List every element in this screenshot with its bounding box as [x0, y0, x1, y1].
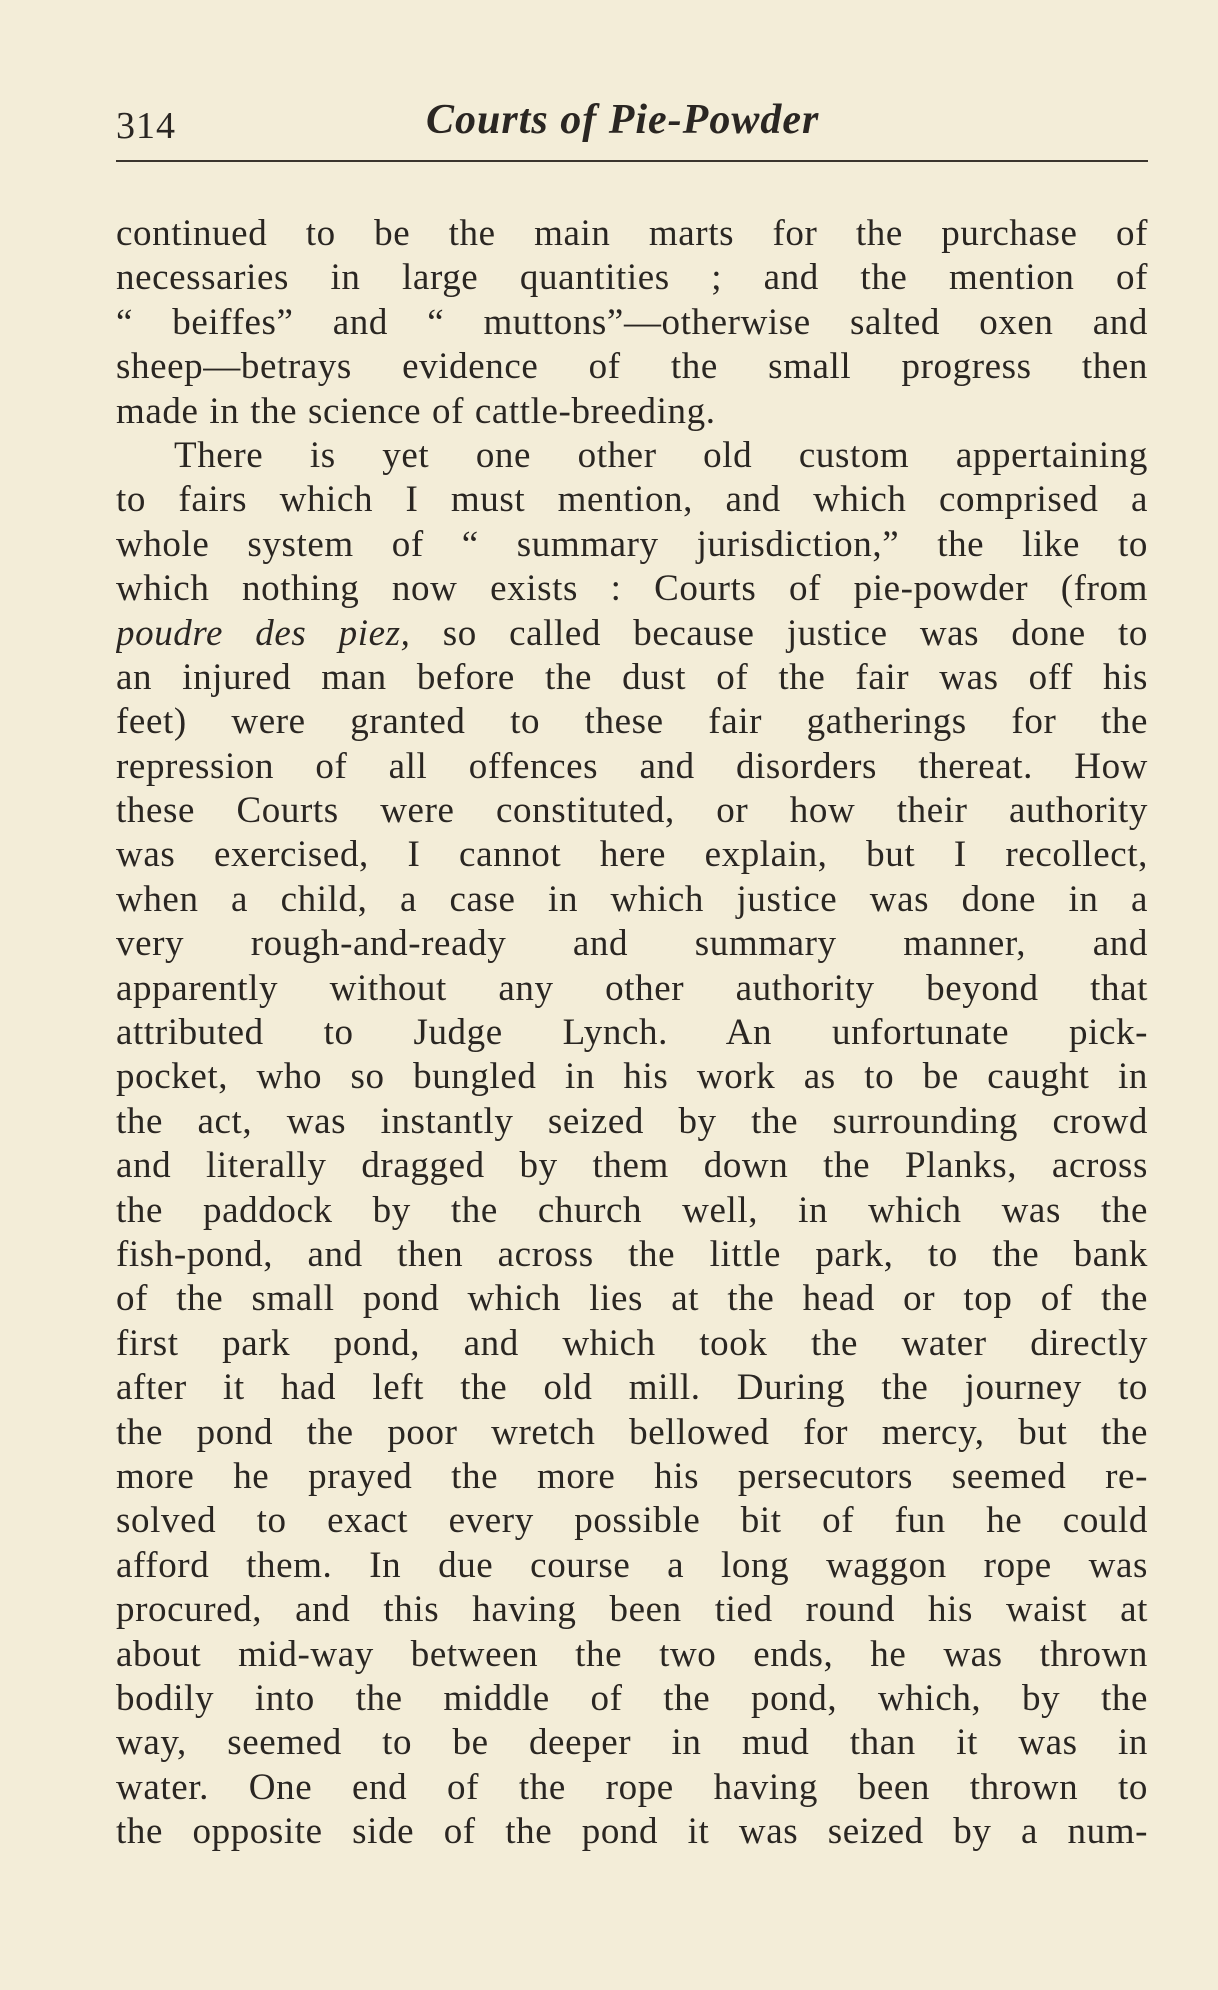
- text-line: the opposite side of the pond it was seized by a num-: [116, 1811, 1148, 1853]
- text-line: attributed to Judge Lynch. An unfortunate pick-: [116, 1012, 1148, 1054]
- text-line: was exercised, I cannot here explain, but I recollect,: [116, 834, 1148, 876]
- text-line: water. One end of the rope having been thrown to: [116, 1766, 1148, 1808]
- text-line: procured, and this having been tied round his waist at: [116, 1589, 1148, 1631]
- text-line: solved to exact every possible bit of fun he could: [116, 1500, 1148, 1542]
- text-line: very rough-and-ready and summary manner, and: [116, 923, 1148, 965]
- text-line: “ beiffes” and “ muttons”—otherwise salted oxen and: [116, 301, 1148, 343]
- text-line: the paddock by the church well, in which was the: [116, 1189, 1148, 1231]
- text-line: pocket, who so bungled in his work as to be caught in: [116, 1056, 1148, 1098]
- body-text: [116, 212, 1148, 1854]
- header-rule: [116, 160, 1148, 162]
- page-number: 314: [116, 105, 176, 147]
- text-line: more he prayed the more his persecutors seemed re-: [116, 1455, 1148, 1497]
- text-line: after it had left the old mill. During the journey to: [116, 1367, 1148, 1409]
- text-line: first park pond, and which took the water directly: [116, 1322, 1148, 1364]
- text-line: bodily into the middle of the pond, which, by the: [116, 1677, 1148, 1719]
- text-line: which nothing now exists : Courts of pie-powder (from: [116, 568, 1148, 610]
- text-line: an injured man before the dust of the fair was off his: [116, 656, 1148, 698]
- text-line: the act, was instantly seized by the surrounding crowd: [116, 1100, 1148, 1142]
- text-line: to fairs which I must mention, and which comprised a: [116, 479, 1148, 521]
- running-head: [116, 92, 1146, 162]
- text-line: continued to be the main marts for the purchase of: [116, 213, 1148, 254]
- text-line: feet) were granted to these fair gatherings for the: [116, 701, 1148, 743]
- text-line: of the small pond which lies at the head or top of the: [116, 1278, 1148, 1320]
- text-line: afford them. In due course a long waggon rope was: [116, 1544, 1148, 1586]
- text-line: and literally dragged by them down the Planks, across: [116, 1145, 1148, 1187]
- text-line: these Courts were constituted, or how their authority: [116, 790, 1148, 832]
- text-line: when a child, a case in which justice was done in a: [116, 878, 1148, 920]
- text-line-mixed: [116, 612, 1148, 656]
- text-line: about mid-way between the two ends, he was thrown: [116, 1633, 1148, 1675]
- text-line: way, seemed to be deeper in mud than it was in: [116, 1722, 1148, 1764]
- text-line: whole system of “ summary jurisdiction,” the like to: [116, 523, 1148, 565]
- text-line: There is yet one other old custom appertaining: [174, 434, 1148, 476]
- text-line: sheep—betrays evidence of the small progress then: [116, 346, 1148, 388]
- text-line: made in the science of cattle-breeding.: [116, 390, 716, 432]
- text-line: necessaries in large quantities ; and the mention of: [116, 257, 1148, 299]
- text-line: fish-pond, and then across the little park, to the bank: [116, 1233, 1148, 1275]
- italic-phrase: poudre des piez,: [116, 612, 411, 654]
- text-line: apparently without any other authority beyond that: [116, 967, 1148, 1009]
- running-title: Courts of Pie-Powder: [426, 97, 820, 143]
- text-line: repression of all offences and disorders thereat. How: [116, 745, 1148, 787]
- text-line: the pond the poor wretch bellowed for mercy, but the: [116, 1411, 1148, 1453]
- text-fragment: so called because justice was done to: [410, 612, 1148, 654]
